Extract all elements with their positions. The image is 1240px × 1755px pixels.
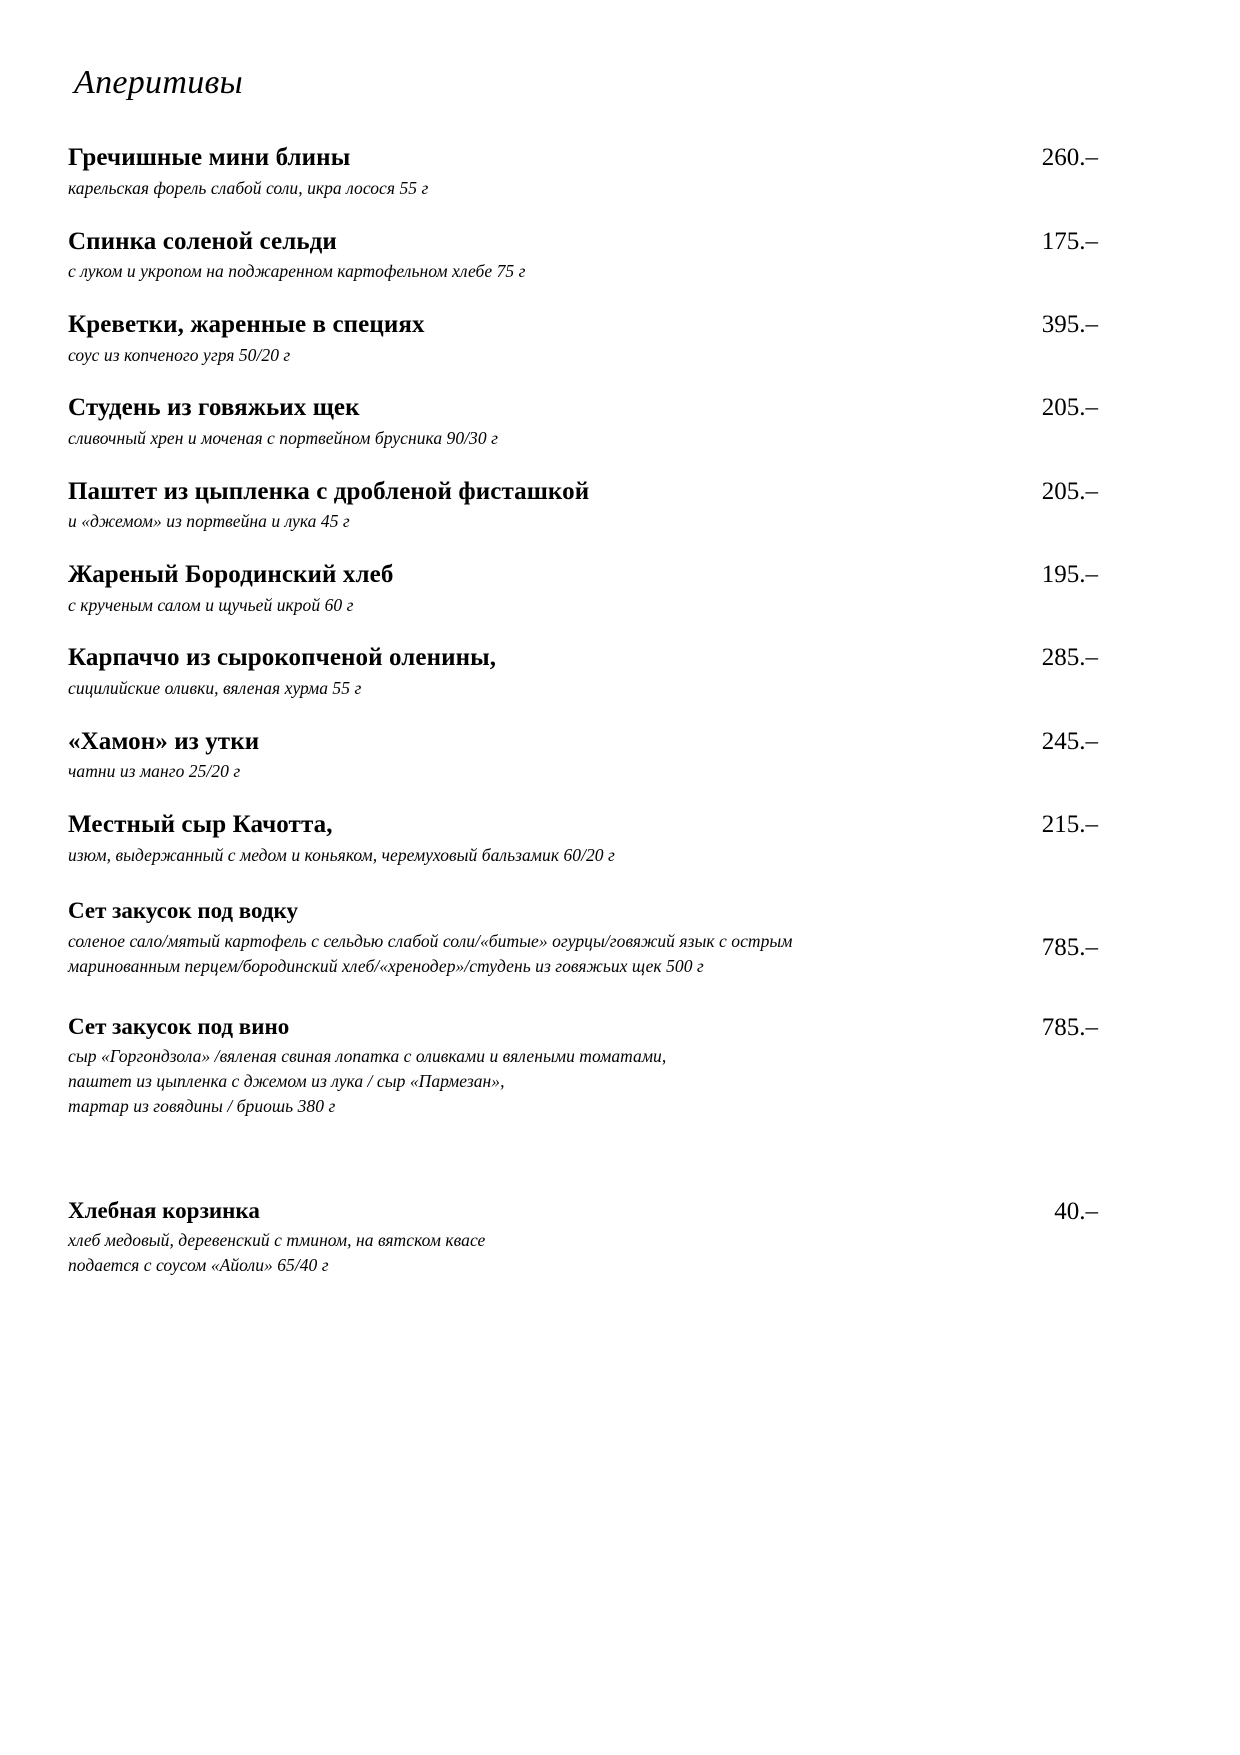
menu-set-text xyxy=(68,1013,984,1119)
menu-set-text xyxy=(68,897,984,978)
menu-item-price: 215.– xyxy=(1041,811,1098,839)
menu-item-name: Гречишные мини блины xyxy=(68,144,351,172)
description-line: с луком и укропом на поджаренном картофельном хлебе 75 г xyxy=(68,261,526,282)
menu-item-price: 195.– xyxy=(1041,561,1098,589)
menu-set-row xyxy=(68,1013,1098,1119)
menu-item xyxy=(68,143,1098,200)
menu-item-list xyxy=(68,143,1098,1278)
menu-item-header xyxy=(68,643,1098,673)
menu-item-name: «Хамон» из утки xyxy=(68,727,260,755)
menu-item xyxy=(68,227,1098,284)
menu-basket-description xyxy=(68,1228,984,1278)
menu-item-name: Студень из говяжьих щек xyxy=(68,394,360,422)
menu-set-name: Сет закусок под водку xyxy=(68,898,298,924)
menu-item-name: Креветки, жаренные в специях xyxy=(68,311,425,339)
menu-item xyxy=(68,727,1098,784)
description-line: сыр «Горгондзола» /вяленая свиная лопатка с оливками и вялеными томатами, xyxy=(68,1046,667,1067)
menu-basket-text xyxy=(68,1197,984,1278)
menu-item-description xyxy=(68,426,948,451)
menu-item xyxy=(68,810,1098,867)
description-line: изюм, выдержанный с медом и коньяком, черемуховый бальзамик 60/20 г xyxy=(68,844,615,865)
menu-item xyxy=(68,477,1098,534)
description-line: чатни из манго 25/20 г xyxy=(68,761,241,782)
menu-set-price: 785.– xyxy=(1041,934,1098,962)
menu-item-name: Паштет из цыпленка с дробленой фисташкой xyxy=(68,477,590,505)
menu-item-description xyxy=(68,843,948,868)
description-line: паштет из цыпленка с джемом из лука / сыр «Пармезан», xyxy=(68,1071,505,1092)
menu-item-description xyxy=(68,259,948,284)
menu-set-row xyxy=(68,897,1098,978)
description-line: карельская форель слабой соли, икра лосося 55 г xyxy=(68,177,429,198)
menu-item-header xyxy=(68,143,1098,173)
description-line: с крученым салом и щучьей икрой 60 г xyxy=(68,594,354,615)
menu-content xyxy=(68,64,1098,1312)
menu-item-name: Карпаччо из сырокопченой оленины, xyxy=(68,644,497,672)
menu-item-price: 175.– xyxy=(1041,227,1098,255)
menu-item-description xyxy=(68,343,948,368)
description-line: сицилийские оливки, вяленая хурма 55 г xyxy=(68,677,362,698)
menu-item-name: Спинка соленой сельди xyxy=(68,227,337,255)
menu-basket-row xyxy=(68,1197,1098,1278)
description-line: тартар из говядины / бриошь 380 г xyxy=(68,1096,336,1117)
description-line: соус из копченого угря 50/20 г xyxy=(68,344,291,365)
menu-set-item xyxy=(68,897,1098,978)
menu-item-header xyxy=(68,560,1098,590)
menu-set-description xyxy=(68,929,984,979)
menu-item-price: 205.– xyxy=(1041,394,1098,422)
description-line: и «джемом» из портвейна и лука 45 г xyxy=(68,511,350,532)
menu-item-price: 260.– xyxy=(1041,144,1098,172)
menu-item xyxy=(68,643,1098,700)
menu-item xyxy=(68,393,1098,450)
menu-item-description xyxy=(68,676,948,701)
menu-set-description xyxy=(68,1044,984,1119)
section-title: Аперитивы xyxy=(74,64,243,101)
menu-item xyxy=(68,310,1098,367)
menu-item-description xyxy=(68,509,948,534)
menu-set-price: 785.– xyxy=(1041,1013,1098,1041)
menu-item-price: 395.– xyxy=(1041,311,1098,339)
menu-item-price: 245.– xyxy=(1041,727,1098,755)
menu-basket-name: Хлебная корзинка xyxy=(68,1197,260,1223)
description-line: хлеб медовый, деревенский с тмином, на вятском квасе xyxy=(68,1230,486,1251)
menu-set-item xyxy=(68,1013,1098,1119)
menu-set-name: Сет закусок под вино xyxy=(68,1013,290,1039)
menu-item-header xyxy=(68,393,1098,423)
description-line: маринованным перцем/бородинский хлеб/«хренодер»/студень из говяжьих щек 500 г xyxy=(68,955,704,976)
menu-basket-item xyxy=(68,1197,1098,1278)
menu-item-description xyxy=(68,593,948,618)
menu-basket-price: 40.– xyxy=(1054,1197,1098,1225)
menu-item-description xyxy=(68,759,948,784)
menu-item-header xyxy=(68,810,1098,840)
menu-item-name: Жареный Бородинский хлеб xyxy=(68,561,394,589)
menu-item-header xyxy=(68,310,1098,340)
description-line: сливочный хрен и моченая с портвейном брусника 90/30 г xyxy=(68,427,498,448)
description-line: подается с соусом «Айоли» 65/40 г xyxy=(68,1255,329,1276)
menu-item-header xyxy=(68,477,1098,507)
menu-item-price: 205.– xyxy=(1041,477,1098,505)
menu-item-price: 285.– xyxy=(1041,644,1098,672)
description-line: соленое сало/мятый картофель с сельдью слабой соли/«битые» огурцы/говяжий язык с острым xyxy=(68,931,793,952)
menu-item-description xyxy=(68,176,948,201)
menu-item-header xyxy=(68,227,1098,257)
menu-item-name: Местный сыр Качотта, xyxy=(68,811,333,839)
menu-item-header xyxy=(68,727,1098,757)
menu-item xyxy=(68,560,1098,617)
